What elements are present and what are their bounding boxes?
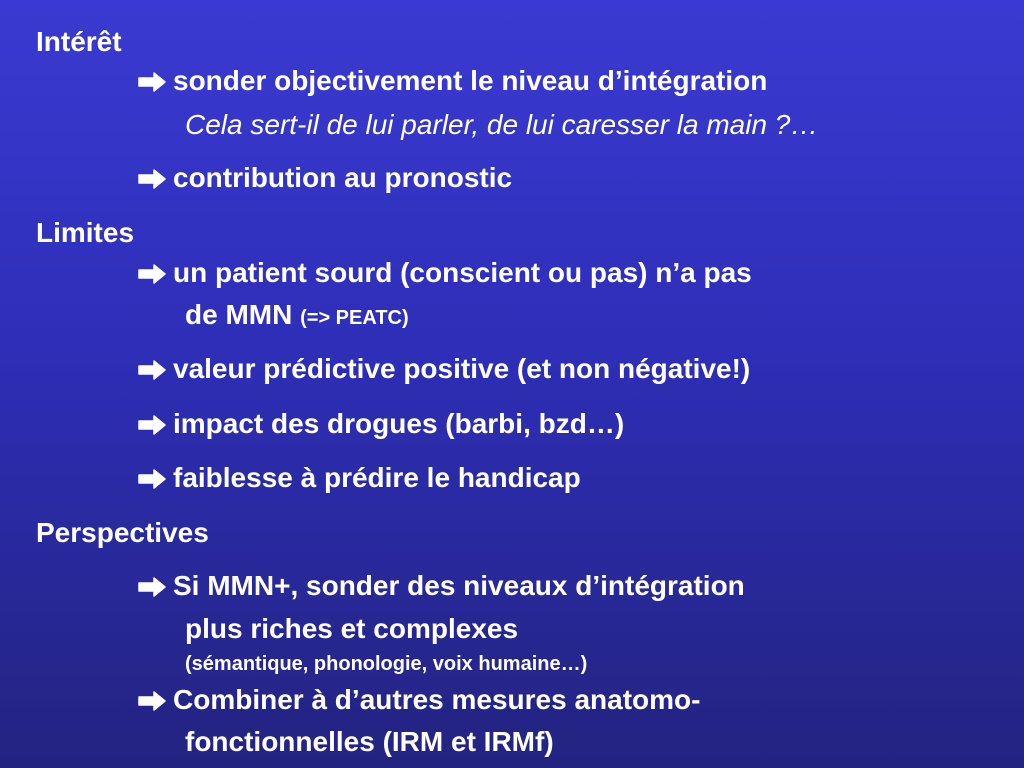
bullet-limites-1 bbox=[137, 256, 752, 290]
right-arrow-icon bbox=[137, 407, 173, 441]
bullet-interet-2 bbox=[137, 161, 512, 195]
bullet-perspectives-2-continuation: fonctionnelles (IRM et IRMf) bbox=[185, 726, 554, 757]
right-arrow-icon bbox=[137, 64, 173, 98]
bullet-interet-1 bbox=[137, 64, 767, 98]
bullet-text: impact des drogues (barbi, bzd…) bbox=[173, 408, 625, 439]
bullet-limites-1-continuation bbox=[185, 298, 409, 335]
bullet-text: Si MMN+, sonder des niveaux d’intégration bbox=[173, 570, 745, 601]
heading-limites: Limites bbox=[36, 217, 135, 248]
bullet-text: valeur prédictive positive (et non négative!) bbox=[173, 353, 751, 384]
bullet-text: faiblesse à prédire le handicap bbox=[173, 462, 581, 493]
bullet-limites-2 bbox=[137, 352, 750, 386]
bullet-text: Combiner à d’autres mesures anatomo- bbox=[173, 684, 701, 715]
bullet-text: de MMN bbox=[185, 299, 293, 330]
right-arrow-icon bbox=[137, 461, 173, 495]
bullet-interet-1-subtext: Cela sert-il de lui parler, de lui caresser la main ?… bbox=[185, 109, 819, 140]
bullet-note: (=> PEATC) bbox=[300, 307, 409, 329]
right-arrow-icon bbox=[137, 256, 173, 290]
right-arrow-icon bbox=[137, 683, 173, 717]
bullet-perspectives-1-continuation: plus riches et complexes bbox=[185, 613, 519, 644]
bullet-text: un patient sourd (conscient ou pas) n’a pas bbox=[173, 257, 752, 288]
bullet-perspectives-2 bbox=[137, 683, 700, 717]
bullet-text: contribution au pronostic bbox=[173, 162, 513, 193]
bullet-limites-4 bbox=[137, 461, 581, 495]
bullet-perspectives-1 bbox=[137, 569, 745, 603]
right-arrow-icon bbox=[137, 352, 173, 386]
heading-perspectives: Perspectives bbox=[36, 517, 209, 548]
right-arrow-icon bbox=[137, 161, 173, 195]
bullet-text: sonder objectivement le niveau d’intégration bbox=[173, 65, 768, 96]
bullet-limites-3 bbox=[137, 407, 624, 441]
bullet-perspectives-1-subtext: (sémantique, phonologie, voix humaine…) bbox=[185, 653, 588, 675]
right-arrow-icon bbox=[137, 569, 173, 603]
heading-interet: Intérêt bbox=[36, 26, 122, 57]
